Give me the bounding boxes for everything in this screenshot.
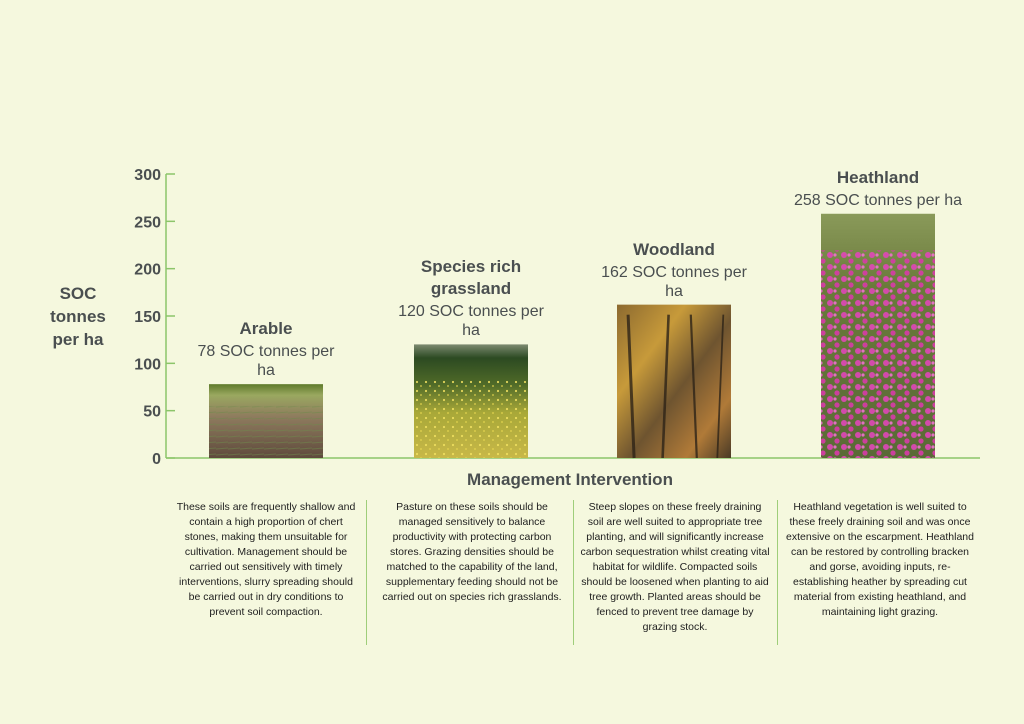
description-heathland: Heathland vegetation is well suited to these freely draining soil and was once extensive on the escarpment. Heathland can be restored by controlling bracken and gorse, avoiding inputs, re-establishing heather by spreading cut material from existing heathland, and maintaining light grazing. xyxy=(786,501,974,618)
value-label: 162 SOC tonnes per ha xyxy=(601,263,747,300)
value-label: 258 SOC tonnes per ha xyxy=(793,191,963,209)
bar-woodland xyxy=(617,305,731,458)
y-axis-label: SOC tonnes per ha xyxy=(50,284,106,349)
y-tick-label: 0 xyxy=(152,451,161,468)
y-tick-label: 250 xyxy=(134,214,161,232)
category-title: Woodland xyxy=(633,239,715,259)
bar-heathland-texture xyxy=(821,250,935,458)
y-tick-label: 300 xyxy=(134,167,161,184)
bar-grassland-texture xyxy=(414,378,528,458)
column-divider xyxy=(573,500,574,645)
y-tick-label: 100 xyxy=(134,356,161,374)
y-tick-label: 200 xyxy=(134,261,161,279)
bar-arable xyxy=(209,384,323,458)
column-divider xyxy=(777,500,778,645)
bar-heathland xyxy=(821,214,935,458)
bar-arable-texture xyxy=(209,406,323,458)
description-woodland: Steep slopes on these freely draining soil are well suited to appropriate tree planting, and will significantly increase carbon sequestration whilst creating vital habitat for wildlife. Compacted soils should be loosened when planting to aid tree growth. Planted areas should be fenced to prevent tree damage by grazing stock. xyxy=(580,501,770,633)
description-grassland: Pasture on these soils should be managed sensitively to balance productivity with protecting carbon stores. Grazing densities should be matched to the capability of the land, supplementary feeding should not be carried out on species rich grasslands. xyxy=(382,501,562,603)
category-title: Heathland xyxy=(836,167,920,187)
category-title: Species rich grassland xyxy=(420,257,522,299)
category-title: Arable xyxy=(239,319,293,339)
y-tick-label: 150 xyxy=(134,309,161,326)
value-label: 78 SOC tonnes per ha xyxy=(197,343,335,380)
value-label: 120 SOC tonnes per ha xyxy=(398,303,544,340)
bar-grassland xyxy=(414,344,528,458)
x-axis-label: Management Intervention xyxy=(467,470,673,489)
y-tick-label: 50 xyxy=(143,403,161,421)
description-arable: These soils are frequently shallow and contain a high proportion of chert stones, making them unsuitable for cultivation. Management should be carried out sensitively with timely interventions, slurry spreading should be carried out in dry conditions to prevent soil compaction. xyxy=(176,501,356,618)
column-divider xyxy=(366,500,367,645)
